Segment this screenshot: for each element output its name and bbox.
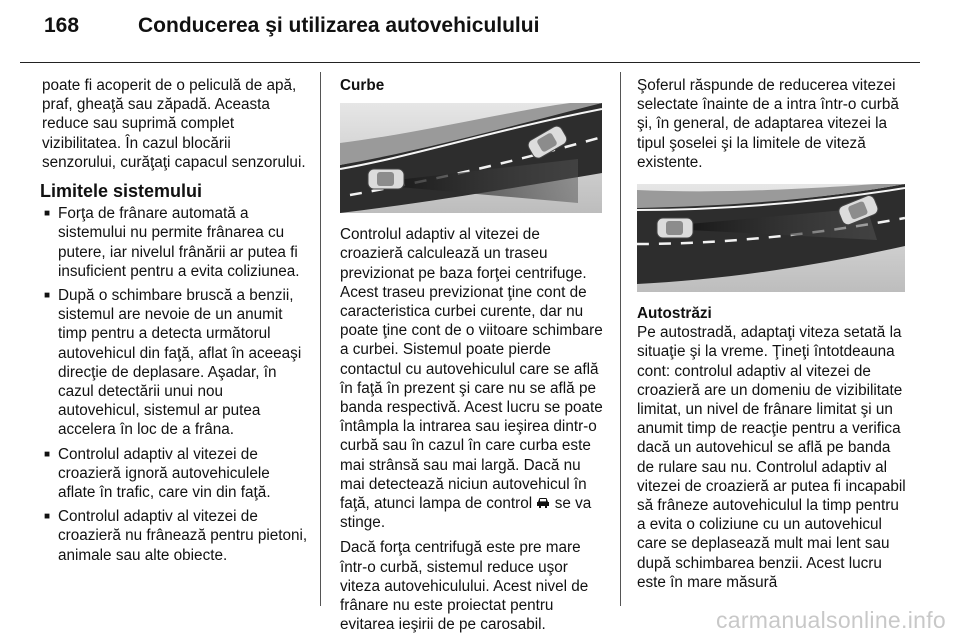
list-item: ■ Controlul adaptiv al vitezei de croazieră ignoră autovehiculele aflate în trafic, care vin din faţă. (44, 445, 271, 502)
curve-illustration (340, 103, 602, 213)
car-front-icon (536, 496, 550, 509)
limits-list (42, 204, 308, 565)
list-item: ■ După o schimbare bruscă a benzii, sistemul are nevoie de un anumit timp pentru a detecta următorul autovehicul din faţă, aflat în aceeaşi direcţie de deplasare. Aşadar, în cazul detectării unui nou autovehicul, sistemul ar putea accelera în loc de a frâna. (44, 287, 302, 439)
column-2 (340, 76, 606, 640)
highway-illustration (637, 184, 905, 292)
square-bullet-icon: ■ (44, 290, 51, 302)
column-1 (42, 76, 308, 570)
square-bullet-icon: ■ (44, 448, 51, 460)
section-heading-highways: Autostrăzi (637, 305, 712, 323)
section-heading-curves: Curbe (340, 77, 385, 94)
list-item: ■ Controlul adaptiv al vitezei de croazieră nu frânează pentru pietoni, animale sau alte obiecte. (44, 508, 308, 564)
page-header (20, 14, 920, 44)
column-divider-right (620, 72, 621, 606)
highways-paragraph: Pe autostradă, adaptaţi viteza setată la situaţie şi la vreme. Ţineţi întotdeauna cont: controlul adaptiv al vitezei de croazieră are un domeniu de vizibilitate limitat, un nivel de frânare limitat şi un anumit timp de reacţie pentru a verifica dacă un autovehicul se află pe banda de rulare sau nu. Controlul adaptiv al vitezei de croazieră ar putea fi incapabil să frâneze autovehiculul la timp pentru a evita o coliziune cu un autovehicul care se deplasează mult mai lent sau după schimbarea benzii. Acest lucru este în mare măsură (637, 324, 906, 591)
page-number: 168 (44, 14, 80, 37)
driver-responsibility-paragraph: Şoferul răspunde de reducerea vitezei selectate înainte de a intra într-o curbă şi, în general, de adaptarea vitezei la tipul şoselei şi la limitele de viteză existente. (637, 77, 899, 171)
list-item: ■ Forţa de frânare automată a sistemului nu permite frânarea cu putere, iar nivelul frânării ar putea fi insuficient pentru a evita coliziunea. (44, 205, 300, 280)
watermark: carmanualsonline.info (715, 607, 946, 633)
header-rule (20, 62, 920, 63)
ego-car (657, 218, 693, 238)
section-heading-system-limits: Limitele sistemului (40, 181, 203, 202)
ego-car (368, 169, 404, 189)
column-3 (637, 76, 907, 598)
square-bullet-icon: ■ (44, 208, 51, 220)
curves-paragraph-1: Controlul adaptiv al vitezei de croazieră calculează un traseu previzionat pe baza forţei centrifuge. Acest traseu previzionat ţine cont de caracteristica curbei curente, dar nu poate ţine cont de o viitoare schimbare a curbei. Sistemul poate pierde contactul cu autovehiculul care se află în faţă în prezent şi care nu se află pe banda respectivă. Acest lucru se poate întâmpla la intrarea sau ieşirea dintr-o curbă sau în cazul în care curba este mai strânsă sau mai largă. Dacă nu mai detectează niciun autovehicul în faţă, atunci lampa de control se va stinge. (340, 226, 603, 532)
intro-paragraph: poate fi acoperit de o peliculă de apă, praf, gheaţă sau zăpadă. Aceasta reduce sau suprimă complet vizibilitatea. În cazul blocării senzorului, curăţaţi capacul senzorului. (42, 77, 306, 171)
page-title: Conducerea şi utilizarea autovehiculului (138, 14, 540, 37)
column-divider-left (320, 72, 321, 606)
square-bullet-icon: ■ (44, 511, 51, 523)
curves-paragraph-2: Dacă forţa centrifugă este pre mare într-o curbă, sistemul reduce uşor viteza autovehiculului. Acest nivel de frânare nu este proiectat pentru evitarea ieşirii de pe carosabil. (340, 539, 589, 634)
